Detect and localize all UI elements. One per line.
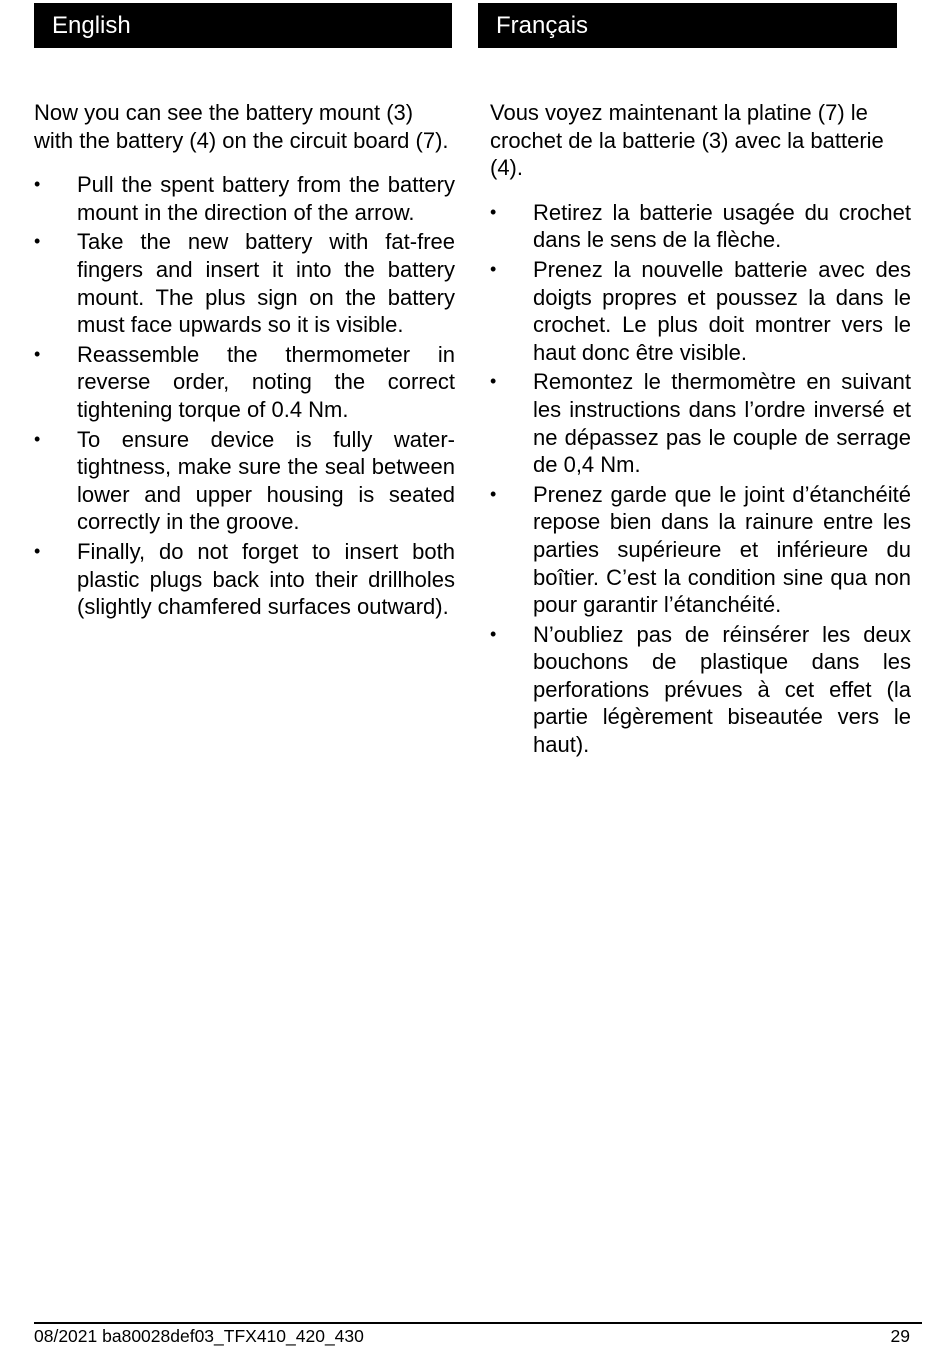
english-list-item: • Finally, do not forget to insert both plastic plugs back into their drillholes (slightly chamfered surfaces outward). [34,538,455,620]
bullet-icon: • [34,343,41,364]
bullet-icon: • [34,231,41,252]
french-list-item: • Prenez garde que le joint d’étanchéité repose bien dans la rainure entre les parties supérieure et inférieure du boîtier. C’est la condition sine qua non pour garantir l’étanchéité. [490,481,911,618]
english-list-item: • Take the new battery with fat-free fingers and insert it into the battery mount. The plus sign on the battery must face upwards so it is visible. [34,229,455,338]
english-intro-paragraph: Now you can see the battery mount (3) with the battery (4) on the circuit board (7). [34,100,449,153]
bullet-icon: • [490,371,497,392]
bullet-icon: • [490,201,497,222]
french-list-item: • Prenez la nouvelle batterie avec des doigts propres et poussez la dans le crochet. Le plus doit montrer vers le haut donc être visible. [490,256,911,365]
section-header-french: Français [478,3,897,48]
english-instruction-list [34,171,455,621]
french-instruction-list [490,199,911,759]
bullet-icon: • [490,623,497,644]
english-column [34,99,455,623]
footer-document-id: 08/2021 ba80028def03_TFX410_420_430 [34,1326,364,1346]
bullet-icon: • [490,483,497,504]
section-header-english: English [34,3,452,48]
bullet-icon: • [34,428,41,449]
bullet-icon: • [490,258,497,279]
footer-divider [34,1322,922,1324]
french-list-item: • Retirez la batterie usagée du crochet dans le sens de la flèche. [490,199,911,253]
french-list-item: • N’oubliez pas de réinsérer les deux bouchons de plastique dans les perforations prévues à cet effet (la partie légèrement biseautée vers le haut). [490,621,911,758]
footer-page-number: 29 [890,1326,910,1346]
english-list-item: • To ensure device is fully water-tightness, make sure the seal between lower and upper housing is seated correctly in the groove. [34,426,455,535]
french-intro-paragraph: Vous voyez maintenant la platine (7) le crochet de la batterie (3) avec la batterie (4). [490,100,884,181]
english-list-item: • Reassemble the thermometer in reverse order, noting the correct tightening torque of 0.4 Nm. [34,341,455,422]
english-list-item: • Pull the spent battery from the battery mount in the direction of the arrow. [34,172,455,225]
bullet-icon: • [34,540,41,561]
bullet-icon: • [34,174,41,195]
french-column [490,99,911,761]
french-list-item: • Remontez le thermomètre en suivant les instructions dans l’ordre inversé et ne dépassez pas le couple de serrage de 0,4 Nm. [490,369,911,478]
